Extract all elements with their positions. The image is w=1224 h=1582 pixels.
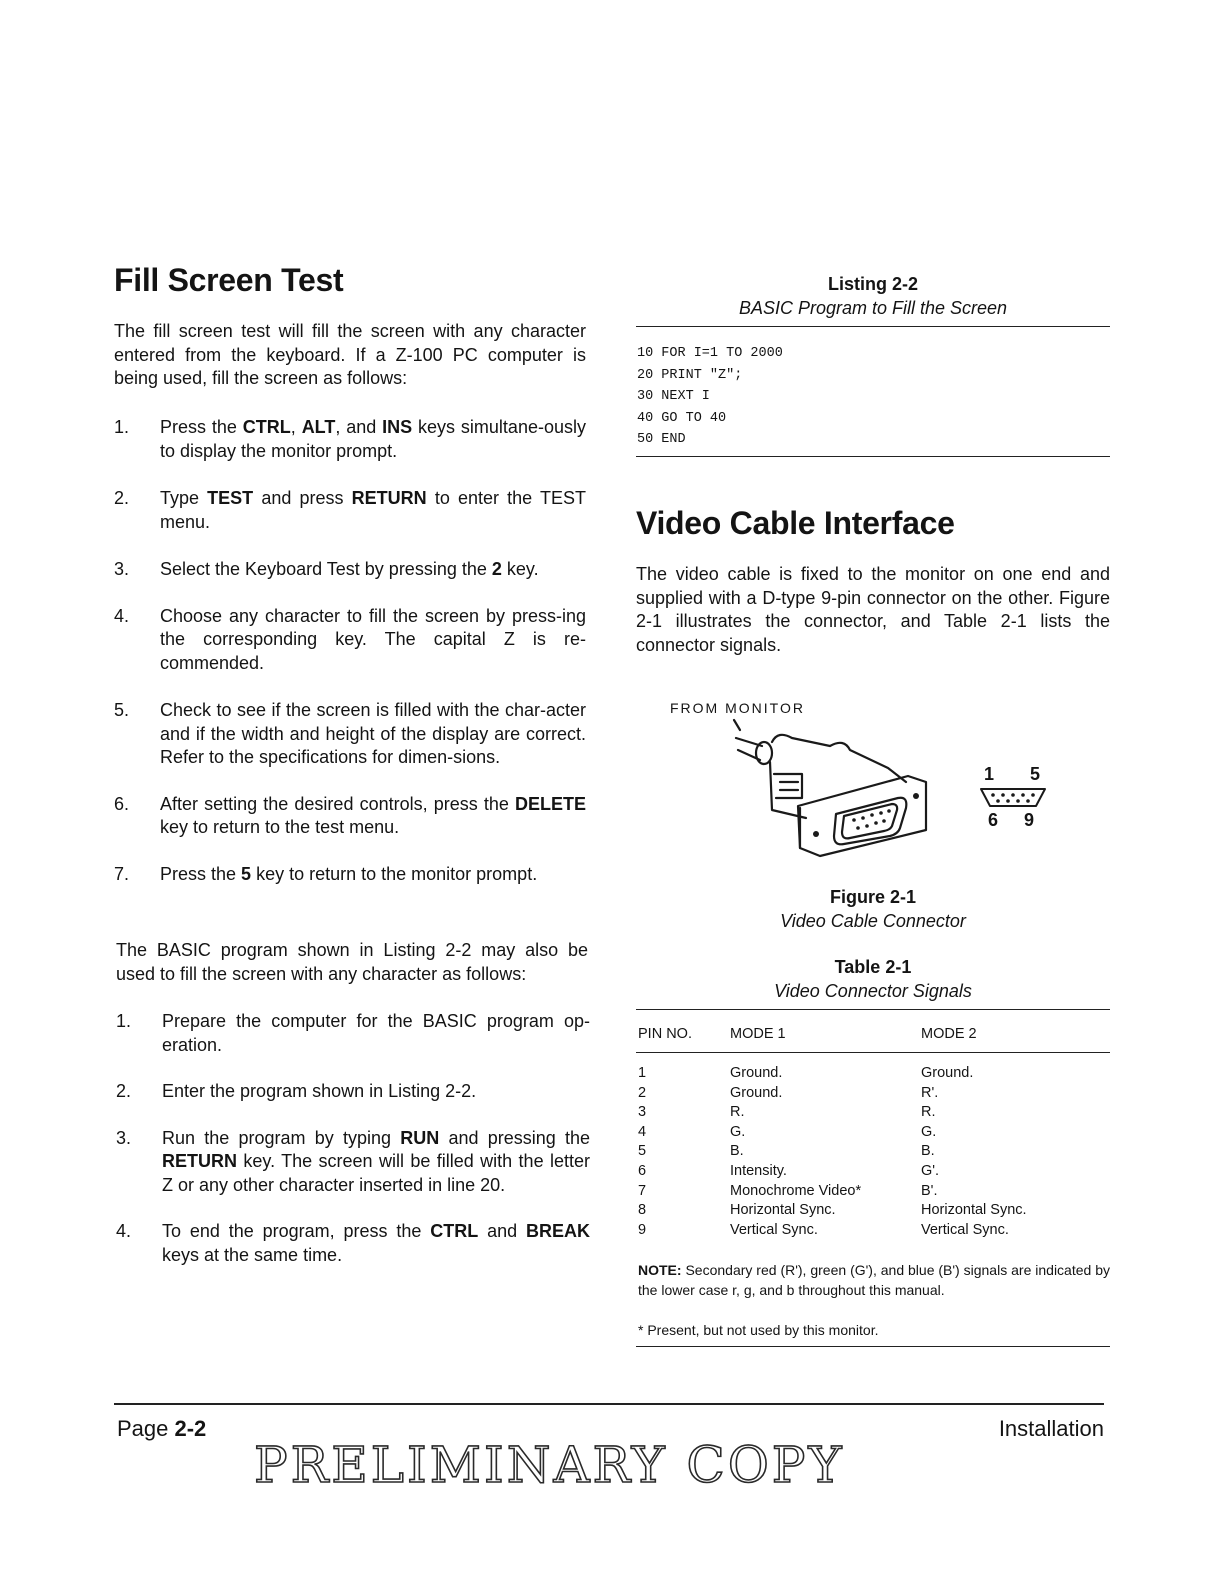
section-heading-video-cable-interface: Video Cable Interface bbox=[636, 505, 955, 541]
key-name: BREAK bbox=[525, 1221, 590, 1241]
signal-table-header bbox=[638, 1025, 977, 1045]
table-cell: Vertical Sync. bbox=[921, 1221, 1009, 1238]
list-item-text: Run the program by typing bbox=[162, 1127, 401, 1148]
intro-paragraph: The fill screen test will fill the screen with any character entered from the keyboard. If a Z-100 PC computer is being used, fill the screen as follows: bbox=[114, 321, 586, 388]
list-item-text: and pressing the bbox=[439, 1127, 590, 1148]
list-item-number: 3. bbox=[114, 559, 130, 579]
listing-title: Listing 2-2 bbox=[827, 274, 918, 294]
table-cell: B'. bbox=[921, 1182, 938, 1199]
listing-caption bbox=[636, 272, 1110, 320]
key-name: RETURN bbox=[351, 488, 427, 508]
table-cell: Ground. bbox=[730, 1065, 783, 1081]
list-item-text: keys at the same time. bbox=[162, 1244, 343, 1265]
pin-9-label: 9 bbox=[1024, 810, 1035, 830]
table-cell: G'. bbox=[921, 1162, 940, 1179]
list-item bbox=[116, 1010, 590, 1057]
list-item bbox=[114, 793, 586, 840]
list-item-text: to enter the TEST menu. bbox=[160, 488, 586, 532]
table-row bbox=[638, 1064, 1027, 1084]
list-item-text: keys simultane-ously to display the monitor prompt. bbox=[160, 417, 586, 461]
preliminary-copy-watermark: PRELIMINARY COPY bbox=[254, 1436, 845, 1494]
list-item bbox=[114, 605, 586, 676]
list-item-text: Enter the program shown in Listing 2-2. bbox=[162, 1081, 477, 1101]
list-item-text: key. bbox=[501, 559, 539, 579]
table-row bbox=[638, 1162, 1027, 1182]
footer-rule bbox=[114, 1403, 1104, 1405]
page-label: Page bbox=[117, 1416, 175, 1441]
pin-1-label: 1 bbox=[984, 764, 995, 784]
table-cell: R'. bbox=[921, 1084, 939, 1101]
key-name: DELETE bbox=[514, 793, 586, 814]
list-item-number: 4. bbox=[116, 1221, 132, 1241]
list-item-text: Press the bbox=[160, 417, 243, 437]
list-item-text: To end the program, press the bbox=[162, 1221, 431, 1241]
code-line: 10 FOR I=1 TO 2000 bbox=[637, 346, 783, 361]
table-row bbox=[638, 1103, 1027, 1123]
list-item-text: and bbox=[478, 1221, 526, 1241]
table-cell: 5 bbox=[638, 1143, 647, 1160]
table-caption bbox=[636, 955, 1110, 1003]
list-item-text: Press the bbox=[160, 863, 242, 884]
basic-intro-paragraph: The BASIC program shown in Listing 2-2 may also be used to fill the screen with any character as follows: bbox=[116, 940, 588, 984]
table-cell: 6 bbox=[638, 1162, 647, 1179]
section-heading-fill-screen-test: Fill Screen Test bbox=[114, 262, 344, 298]
pin-6-label: 6 bbox=[988, 810, 999, 830]
list-item-text: Check to see if the screen is filled with the char-acter and if the width and height of the display are correct. Refer to the specifications for dimen-sions. bbox=[160, 700, 586, 767]
list-item bbox=[116, 1127, 590, 1198]
list-item-number: 1. bbox=[116, 1011, 132, 1031]
list-item-text: , and bbox=[335, 417, 383, 437]
table-row bbox=[638, 1201, 1027, 1221]
figure-caption bbox=[636, 885, 1110, 933]
code-line: 40 GO TO 40 bbox=[637, 410, 727, 426]
table-cell: Horizontal Sync. bbox=[730, 1202, 836, 1219]
table-cell: 3 bbox=[638, 1104, 647, 1121]
key-name: RUN bbox=[400, 1127, 440, 1148]
table-cell: Monochrome Video* bbox=[730, 1182, 862, 1199]
basic-program-steps bbox=[116, 1010, 590, 1267]
note-label: NOTE: bbox=[638, 1262, 682, 1278]
table-cell: 9 bbox=[638, 1221, 647, 1238]
video-body-paragraph: The video cable is fixed to the monitor on one end and supplied with a D-type 9-pin connector on the other. Figure 2-1 illustrates the connector, and Table 2-1 lists the connector signals. bbox=[636, 564, 1110, 655]
list-item-number: 2. bbox=[114, 488, 130, 508]
key-name: ALT bbox=[301, 417, 336, 437]
list-item-text: key. The screen will be filled with the letter Z or any other character inserted in line 20. bbox=[162, 1151, 590, 1195]
table-header-rule bbox=[636, 1052, 1110, 1053]
list-item-number: 7. bbox=[114, 863, 130, 884]
list-item-text: Type bbox=[160, 488, 208, 508]
table-cell: B. bbox=[730, 1143, 744, 1160]
table-row bbox=[638, 1123, 1027, 1143]
list-item-text: Select the Keyboard Test by pressing the bbox=[160, 559, 492, 579]
key-name: TEST bbox=[207, 488, 254, 508]
listing-subtitle: BASIC Program to Fill the Screen bbox=[738, 298, 1008, 318]
table-footnote: * Present, but not used by this monitor. bbox=[638, 1322, 879, 1338]
table-cell: B. bbox=[921, 1143, 935, 1160]
key-name: INS bbox=[382, 417, 413, 437]
list-item bbox=[116, 1080, 590, 1104]
basic-listing-code bbox=[637, 343, 783, 451]
from-monitor-label: FROM MONITOR bbox=[670, 700, 805, 716]
table-cell: 7 bbox=[638, 1182, 647, 1199]
list-item-text: key to return to the monitor prompt. bbox=[251, 863, 538, 884]
table-cell: 2 bbox=[638, 1084, 647, 1101]
d-type-connector-illustration bbox=[720, 716, 950, 862]
key-name: CTRL bbox=[242, 417, 291, 437]
page-number bbox=[117, 1416, 206, 1442]
table-row bbox=[638, 1084, 1027, 1104]
table-row bbox=[638, 1221, 1027, 1241]
code-line: 50 END bbox=[637, 432, 686, 447]
list-item-text: , bbox=[290, 417, 302, 437]
key-name: 2 bbox=[491, 559, 502, 579]
pin-5-label: 5 bbox=[1030, 764, 1041, 784]
list-item bbox=[114, 487, 586, 534]
list-item-number: 6. bbox=[114, 793, 130, 814]
list-item-number: 2. bbox=[116, 1081, 132, 1101]
list-item-text: Choose any character to fill the screen by press-ing the corresponding key. The capital Z is re-commended. bbox=[160, 605, 586, 673]
list-item-text: key to return to the test menu. bbox=[160, 817, 400, 837]
list-item-number: 4. bbox=[114, 605, 130, 626]
key-name: 5 bbox=[241, 863, 252, 884]
code-line: 20 PRINT "Z"; bbox=[637, 367, 743, 383]
table-row bbox=[638, 1142, 1027, 1162]
table-cell: Horizontal Sync. bbox=[921, 1202, 1027, 1219]
table-cell: G. bbox=[730, 1123, 746, 1140]
table-cell: G. bbox=[921, 1123, 937, 1140]
table-title: Table 2-1 bbox=[834, 957, 912, 977]
fill-screen-steps bbox=[114, 416, 586, 886]
column-header: PIN NO. bbox=[638, 1026, 692, 1042]
table-cell: Ground. bbox=[730, 1084, 783, 1101]
list-item-text: and press bbox=[253, 488, 352, 508]
list-item-number: 3. bbox=[116, 1127, 132, 1148]
list-item-text: After setting the desired controls, press the bbox=[160, 793, 515, 814]
listing-top-rule bbox=[636, 326, 1110, 327]
list-item bbox=[114, 558, 586, 582]
table-cell: Intensity. bbox=[730, 1162, 787, 1179]
table-cell: R. bbox=[730, 1104, 745, 1121]
table-cell: 1 bbox=[638, 1065, 647, 1081]
column-header: MODE 1 bbox=[730, 1026, 786, 1042]
list-item bbox=[114, 863, 586, 887]
figure-subtitle: Video Cable Connector bbox=[780, 911, 966, 931]
list-item-number: 5. bbox=[114, 700, 130, 720]
page-num: 2-2 bbox=[174, 1416, 207, 1441]
list-item bbox=[114, 699, 586, 770]
note-text: Secondary red (R'), green (G'), and blue (B') signals are indicated by the lower case r, g, and b throughout this manual. bbox=[638, 1262, 1110, 1298]
table-note bbox=[638, 1260, 1110, 1300]
pinout-diagram bbox=[978, 786, 1048, 810]
key-name: CTRL bbox=[430, 1221, 479, 1241]
table-cell: Vertical Sync. bbox=[730, 1221, 818, 1238]
section-name: Installation bbox=[998, 1416, 1104, 1441]
list-item-number: 1. bbox=[114, 417, 130, 437]
key-name: RETURN bbox=[162, 1151, 237, 1171]
figure-title: Figure 2-1 bbox=[829, 887, 917, 907]
table-subtitle: Video Connector Signals bbox=[774, 981, 972, 1001]
table-cell: 8 bbox=[638, 1202, 647, 1219]
table-top-rule bbox=[636, 1009, 1110, 1010]
table-cell: Ground. bbox=[921, 1065, 974, 1081]
table-cell: 4 bbox=[638, 1123, 647, 1140]
column-header: MODE 2 bbox=[921, 1026, 977, 1042]
signal-table-body bbox=[638, 1064, 1027, 1240]
list-item-text: Prepare the computer for the BASIC program op-eration. bbox=[162, 1011, 590, 1055]
listing-bottom-rule bbox=[636, 456, 1110, 457]
table-bottom-rule bbox=[636, 1346, 1110, 1347]
table-row bbox=[638, 1182, 1027, 1202]
table-cell: R. bbox=[921, 1104, 936, 1121]
list-item bbox=[116, 1220, 590, 1267]
list-item bbox=[114, 416, 586, 463]
code-line: 30 NEXT I bbox=[637, 389, 710, 404]
